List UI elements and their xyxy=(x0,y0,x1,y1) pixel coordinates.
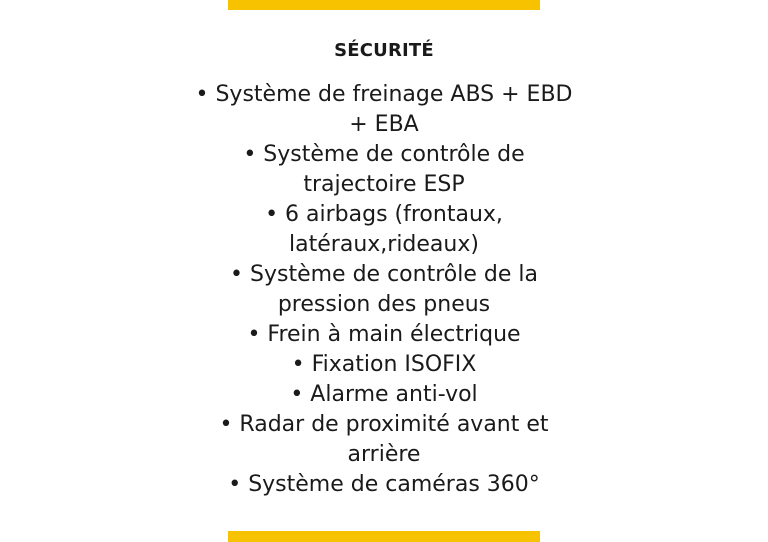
list-item: • Système de contrôle de trajectoire ESP xyxy=(243,142,525,197)
list-item: • Radar de proximité avant et arrière xyxy=(219,412,549,467)
list-item: • Système de freinage ABS + EBD + EBA xyxy=(195,82,573,137)
list-item: • 6 airbags (frontaux, latéraux,rideaux) xyxy=(265,202,503,257)
top-accent-bar xyxy=(228,0,540,10)
bottom-accent-bar xyxy=(228,531,540,542)
list-item: • Alarme anti-vol xyxy=(290,382,478,407)
section-title: SÉCURITÉ xyxy=(334,40,434,61)
list-item: • Fixation ISOFIX xyxy=(291,352,477,377)
features-list xyxy=(184,80,584,500)
list-item: • Frein à main électrique xyxy=(247,322,521,347)
list-item: • Système de caméras 360° xyxy=(228,472,540,497)
list-item: • Système de contrôle de la pression des pneus xyxy=(230,262,538,317)
